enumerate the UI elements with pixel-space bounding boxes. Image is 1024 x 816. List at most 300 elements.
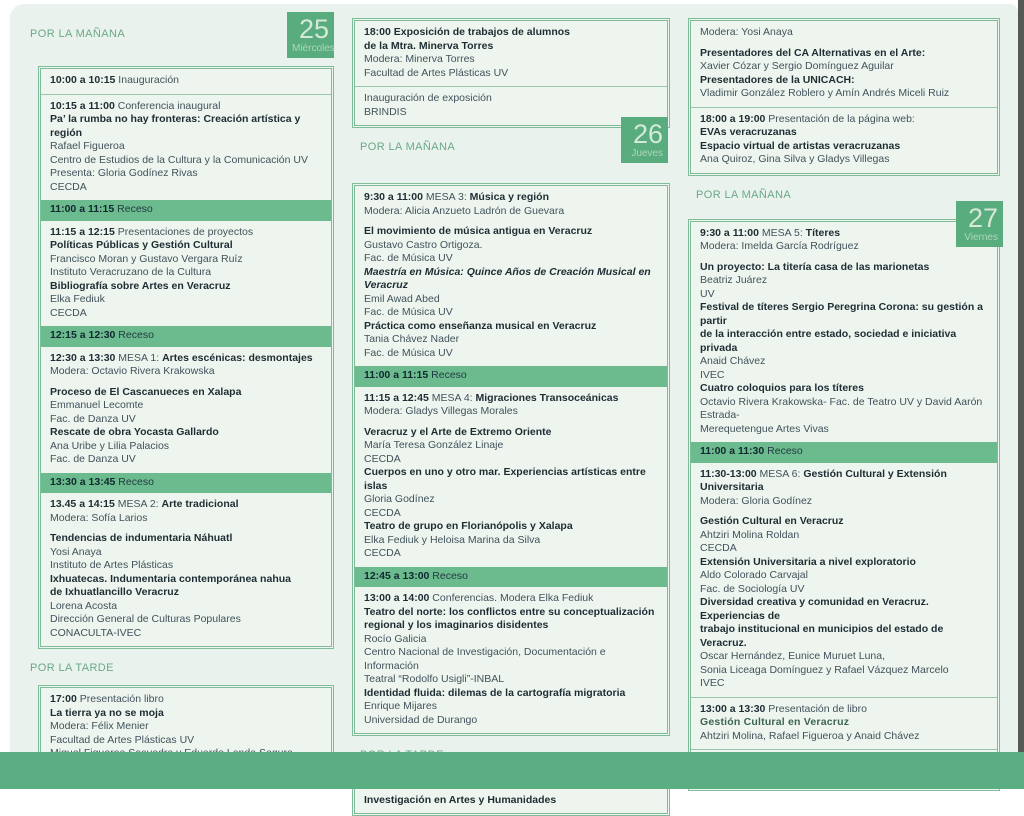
text-segment: 12:30 a 13:30 [50,351,116,364]
text-line [700,650,988,664]
text-line [364,92,658,106]
text-segment: Emmanuel Lecomte [50,399,144,411]
text-line [700,355,988,369]
text-line [50,627,322,641]
text-segment: Facultad de Artes Plásticas UV [364,66,509,79]
text-line [364,794,658,808]
text-segment: Proceso de El Cascanueces en Xalapa [50,385,242,398]
badge-weekday: Viernes [964,232,998,243]
text-segment: María Teresa González Linaje [364,439,504,451]
text-line [50,181,322,195]
badge-weekday: Miércoles [292,43,335,54]
text-segment: Elka Fediuk [50,293,105,305]
text-line [700,623,988,650]
text-line [700,703,988,717]
text-line [364,405,658,419]
text-line [50,167,322,181]
text-segment: de la Mtra. Minerva Torres [364,39,494,52]
text-segment: Anaid Chávez [700,355,766,367]
line-spacer [364,218,658,225]
text-segment: Ana Quiroz, Gina Silva y Gladys Villegas [700,153,890,165]
text-line [50,440,322,454]
column-thursday [352,4,670,816]
session-row [691,107,997,173]
text-line [50,720,322,734]
text-segment: Aldo Colorado Carvajal [700,569,808,581]
text-segment: La tierra ya no se moja [50,706,164,719]
receso-time: 12:15 a 12:30 [50,329,116,341]
text-segment: Lorena Acosta [50,599,118,612]
text-segment: Inauguración [115,74,180,86]
text-segment: CECDA [50,306,87,319]
text-line [700,261,988,275]
receso-label: Receso [115,329,154,341]
text-segment: trabajo institucional en municipios del estado de Veracruz. [700,623,944,649]
text-segment: Emil Awad Abed [364,292,440,305]
text-line [364,252,658,266]
text-segment: de la interacción entre estado, sociedad e iniciativa privada [700,328,957,354]
text-line [50,600,322,614]
text-line [700,730,988,744]
receso-time: 11:00 a 11:15 [364,369,429,381]
text-line [50,266,322,280]
text-segment: Gestión Cultural en Veracruz [700,716,850,728]
text-segment: Modera: Octavio Rivera Krakowska [50,365,215,377]
text-segment: Rescate de obra Yocasta Gallardo [50,426,219,438]
text-line [364,439,658,453]
schedule-box [688,219,1000,792]
text-segment: 10:00 a 10:15 [50,74,116,86]
text-line [700,515,988,529]
text-segment: Presentación libro [76,693,164,705]
text-segment: Bibliografía sobre Artes en Veracruz [50,279,231,292]
receso-row [41,200,331,221]
text-line [364,673,658,687]
text-segment: Enrique Mijares [364,700,437,712]
text-line [50,586,322,600]
text-line [50,734,322,748]
text-line [700,664,988,678]
text-segment: 18:00 Exposición de trabajos de alumnos [364,26,570,38]
text-line [700,87,988,101]
text-line [700,227,988,241]
text-segment: Rocío Galicia [364,632,427,645]
schedule-box [38,66,334,649]
text-segment: Maestría en Música: Quince Años de Creación Musical en Veracruz [364,265,651,291]
text-line [364,40,658,54]
text-segment: de Ixhuatlancillo Veracruz [50,586,179,598]
text-line [364,493,658,507]
text-segment: Centro de Estudios de la Cultura y la Comunicación UV [50,153,308,166]
text-segment: Modera: Alicia Anzueto Ladrón de Guevara [364,204,565,217]
text-line [364,26,658,40]
text-line [700,240,988,254]
text-line [50,693,322,707]
text-line [364,392,658,406]
right-edge-strip [1018,0,1024,752]
text-segment: Festival de títeres Sergio Peregrina Corona: su gestión a partir [700,301,983,327]
session-row [41,221,331,327]
text-segment: Dirección General de Culturas Populares [50,613,241,625]
text-line [700,569,988,583]
session-row [355,587,667,733]
text-segment: Cuatro coloquios para los títeres [700,382,864,394]
receso-row [355,366,667,387]
badge-weekday: Jueves [631,148,663,159]
text-line [50,413,322,427]
text-line [50,154,322,168]
text-segment: IVEC [700,677,725,689]
text-segment: Música y región [469,191,550,203]
text-segment: Modera: Minerva Torres [364,53,475,65]
text-segment: Títeres [805,226,841,239]
text-segment: Vladimir González Roblero y Amín Andrés Miceli Ruiz [700,87,950,99]
text-line [50,707,322,721]
line-spacer [700,254,988,261]
text-segment: CECDA [364,452,401,465]
text-segment: Investigación en Artes y Humanidades [364,793,557,806]
text-segment: El movimiento de música antigua en Veracruz [364,225,593,237]
text-segment: Elka Fediuk y Heloisa Marina da Silva [364,533,541,546]
date-badge-26 [621,117,668,163]
session-row [355,21,667,86]
date-badge-27 [956,201,1003,247]
text-line [50,74,322,88]
text-segment: Migraciones Transoceánicas [475,391,619,404]
text-segment: Presentadores del CA Alternativas en el Arte: [700,46,926,59]
text-line [364,646,658,673]
program-page [10,4,1018,806]
text-line [364,266,658,293]
text-line [50,386,322,400]
text-segment: 13:00 a 13:30 [700,702,766,715]
text-line [50,573,322,587]
text-line [364,67,658,81]
text-line [364,225,658,239]
text-line [364,466,658,493]
text-segment: Diversidad creativa y comunidad en Veracruz. Experiencias de [700,596,929,622]
text-line [364,534,658,548]
text-line [50,239,322,253]
schedule-box [352,18,670,128]
text-line [50,399,322,413]
text-line [700,126,988,140]
text-segment: Políticas Públicas y Gestión Cultural [50,239,233,251]
receso-row [691,442,997,463]
schedule-box [352,183,670,736]
text-line [700,60,988,74]
text-segment: Instituto de Artes Plásticas [50,559,174,571]
line-spacer [364,419,658,426]
line-spacer [50,379,322,386]
text-segment: MESA 1: [115,351,163,364]
session-row [355,186,667,366]
text-segment: MESA 6: [756,467,804,480]
text-segment: Ixhuatecas. Indumentaria contemporánea nahua [50,572,291,585]
receso-label: Receso [115,475,154,488]
text-segment: Presentaciones de proyectos [114,225,254,238]
text-line [700,542,988,556]
text-segment: Arte tradicional [161,498,239,510]
text-line [700,396,988,423]
receso-row [41,326,331,347]
text-segment: Universidad de Durango [364,713,478,726]
session-row [41,347,331,473]
session-row [355,387,667,567]
text-line [700,274,988,288]
text-line [50,113,322,140]
text-segment: 17:00 [50,693,77,705]
text-line [50,426,322,440]
text-segment: Pa’ la rumba no hay fronteras: Creación artística y región [50,113,301,139]
text-line [364,619,658,633]
text-segment: Veracruz y el Arte de Extremo Oriente [364,425,552,438]
text-line [364,320,658,334]
text-line [364,714,658,728]
column-friday [688,4,1000,791]
text-line [700,26,988,40]
text-line [364,453,658,467]
text-segment: Artes escénicas: desmontajes [162,351,313,364]
text-segment: Rafael Figueroa [50,140,125,152]
text-segment: Ana Uribe y Lilia Palacios [50,439,170,452]
text-segment: CECDA [700,542,737,554]
column-wednesday [28,4,334,770]
text-segment: Gloria Godínez [364,493,435,505]
text-line [50,613,322,627]
text-line [50,307,322,321]
text-line [700,74,988,88]
text-line [364,205,658,219]
section-label: POR LA MAÑANA [30,28,126,40]
text-segment: Modera: Gladys Villegas Morales [364,405,518,417]
text-line [364,191,658,205]
text-segment: Práctica como enseñanza musical en Veracruz [364,319,597,332]
text-segment: Fac. de Danza UV [50,453,136,465]
receso-label: Receso [764,445,803,457]
text-line [364,592,658,606]
text-line [700,140,988,154]
text-line [50,559,322,573]
receso-time: 11:00 a 11:15 [50,203,115,215]
bottom-green-bar [0,752,1024,789]
text-line [364,633,658,647]
text-line [364,606,658,620]
text-line [364,687,658,701]
text-segment: 11:30-13:00 [700,467,757,480]
text-line [50,546,322,560]
text-line [700,113,988,127]
text-segment: 18:00 a 19:00 [700,112,766,125]
text-line [700,495,988,509]
text-segment: Sonia Liceaga Domínguez y Rafael Vázquez Marcelo [700,663,949,676]
text-line [364,520,658,534]
text-segment: Ahtziri Molina Roldan [700,528,800,541]
text-segment: 11:15 a 12:15 [50,225,115,238]
text-line [364,106,658,120]
text-segment: Espacio virtual de artistas veracruzanas [700,139,901,152]
text-line [50,280,322,294]
text-segment: 13:00 a 14:00 [364,592,430,604]
text-segment: Conferencias. Modera Elka Fediuk [429,592,594,604]
text-segment: 10:15 a 11:00 [50,99,115,112]
text-segment: Cuerpos en uno y otro mar. Experiencias artísticas entre islas [364,466,646,492]
text-segment: EVAs veracruzanas [700,126,797,138]
text-segment: Modera: Yosi Anaya [700,26,793,38]
text-segment: CONACULTA-IVEC [50,626,142,639]
text-line [700,716,988,730]
text-segment: Identidad fluida: dilemas de la cartografía migratoria [364,686,626,699]
receso-row [355,567,667,588]
text-segment: Ahtziri Molina, Rafael Figueroa y Anaid Chávez [700,729,920,742]
text-segment: Fac. de Danza UV [50,412,136,425]
text-segment: Un proyecto: La titería casa de las marionetas [700,260,930,273]
text-line [700,423,988,437]
text-segment: Instituto Veracruzano de la Cultura [50,266,212,278]
text-line [364,547,658,561]
text-segment: 9:30 a 11:00 [364,191,423,203]
text-segment: Merequetengue Artes Vivas [700,422,829,435]
text-segment: CECDA [364,506,401,519]
badge-day-number: 25 [298,14,329,44]
line-spacer [700,508,988,515]
text-line [50,365,322,379]
text-line [50,498,322,512]
text-line [700,288,988,302]
text-line [364,700,658,714]
text-segment: Universitaria [700,481,764,493]
text-line [700,328,988,355]
text-segment: MESA 4: [428,391,476,404]
text-line [700,677,988,691]
text-line [364,333,658,347]
text-segment: Modera: Sofía Larios [50,511,148,524]
text-segment: regional y los imaginarios disidentes [364,619,549,631]
text-segment: Modera: Gloria Godínez [700,494,813,507]
text-line [50,532,322,546]
text-segment: CECDA [50,180,87,193]
text-segment: MESA 5: [758,226,806,239]
text-line [364,293,658,307]
text-segment: Octavio Rivera Krakowska- Fac. de Teatro UV y David Aarón Estrada- [700,395,983,421]
text-segment: CECDA [364,547,401,559]
text-segment: Beatriz Juárez [700,274,768,286]
text-segment: Francisco Moran y Gustavo Vergara Ruíz [50,252,243,265]
text-segment: Gestión Cultural en Veracruz [700,515,844,527]
date-badge-25 [287,12,334,58]
schedule-box [688,18,1000,176]
text-line [700,382,988,396]
text-line [364,306,658,320]
session-row [41,69,331,94]
text-segment: Inauguración de exposición [364,92,492,104]
text-line [364,347,658,361]
text-segment: Presentación de la página web: [765,112,915,125]
text-segment: 13.45 a 14:15 [50,498,115,510]
receso-label: Receso [114,203,153,215]
receso-time: 11:00 a 11:30 [700,445,765,457]
session-row [691,697,997,750]
text-segment: Extensión Universitaria a nivel exploratorio [700,555,916,568]
text-line [50,512,322,526]
text-segment: Conferencia inaugural [114,99,221,112]
text-line [700,596,988,623]
text-segment: Fac. de Música UV [364,346,453,359]
text-line [700,47,988,61]
text-segment: Tania Chávez Nader [364,333,460,345]
text-segment: Tendencias de indumentaria Náhuatl [50,532,233,544]
text-line [364,239,658,253]
session-row [691,463,997,697]
line-spacer [50,525,322,532]
text-segment: UV [700,287,715,300]
text-segment: IVEC [700,368,725,381]
text-line [50,100,322,114]
text-segment: Teatral “Rodolfo Usigli”-INBAL [364,673,505,685]
text-line [50,226,322,240]
section-label: POR LA MAÑANA [360,141,456,153]
receso-label: Receso [428,369,467,381]
text-segment: Gustavo Castro Ortigoza. [364,238,483,251]
badge-day-number: 26 [632,119,663,149]
text-line [50,352,322,366]
text-segment: Teatro del norte: los conflictos entre su conceptualización [364,605,655,618]
text-line [700,153,988,167]
session-row [41,94,331,201]
text-segment: Gestión Cultural y Extensión [803,467,947,480]
text-segment: Teatro de grupo en Florianópolis y Xalapa [364,520,573,532]
text-segment: 9:30 a 11:00 [700,226,759,239]
text-segment: BRINDIS [364,105,407,118]
text-segment: MESA 2: [114,498,162,510]
text-line [700,301,988,328]
receso-label: Receso [429,569,468,582]
text-line [700,556,988,570]
receso-time: 13:30 a 13:45 [50,475,116,488]
text-segment: 11:15 a 12:45 [364,391,429,404]
badge-day-number: 27 [967,203,998,233]
text-line [364,53,658,67]
text-segment: Modera: Félix Menier [50,720,149,732]
text-line [700,583,988,597]
text-line [50,140,322,154]
text-segment: Oscar Hernández, Eunice Muruet Luna, [700,650,886,662]
section-label: POR LA MAÑANA [696,188,792,201]
text-line [700,369,988,383]
section-label: POR LA TARDE [30,662,114,674]
text-segment: Fac. de Música UV [364,306,453,318]
text-line [364,426,658,440]
text-segment: Centro Nacional de Investigación, Documentación e Información [364,646,606,672]
text-line [700,481,988,495]
receso-row [41,473,331,494]
text-segment: Facultad de Artes Plásticas UV [50,733,195,746]
text-line [50,453,322,467]
text-segment: Presentación de libro [765,702,867,715]
text-segment: Xavier Cózar y Sergio Domínguez Aguilar [700,60,894,72]
text-segment: Fac. de Música UV [364,252,453,264]
session-row [41,493,331,646]
text-segment: Fac. de Sociología UV [700,582,805,595]
text-line [364,507,658,521]
text-segment: Presenta: Gloria Godínez Rivas [50,167,198,179]
line-spacer [700,40,988,47]
text-line [50,293,322,307]
text-segment: Presentadores de la UNICACH: [700,73,855,86]
session-row [691,21,997,107]
text-segment: Yosi Anaya [50,545,102,558]
session-row [691,222,997,443]
